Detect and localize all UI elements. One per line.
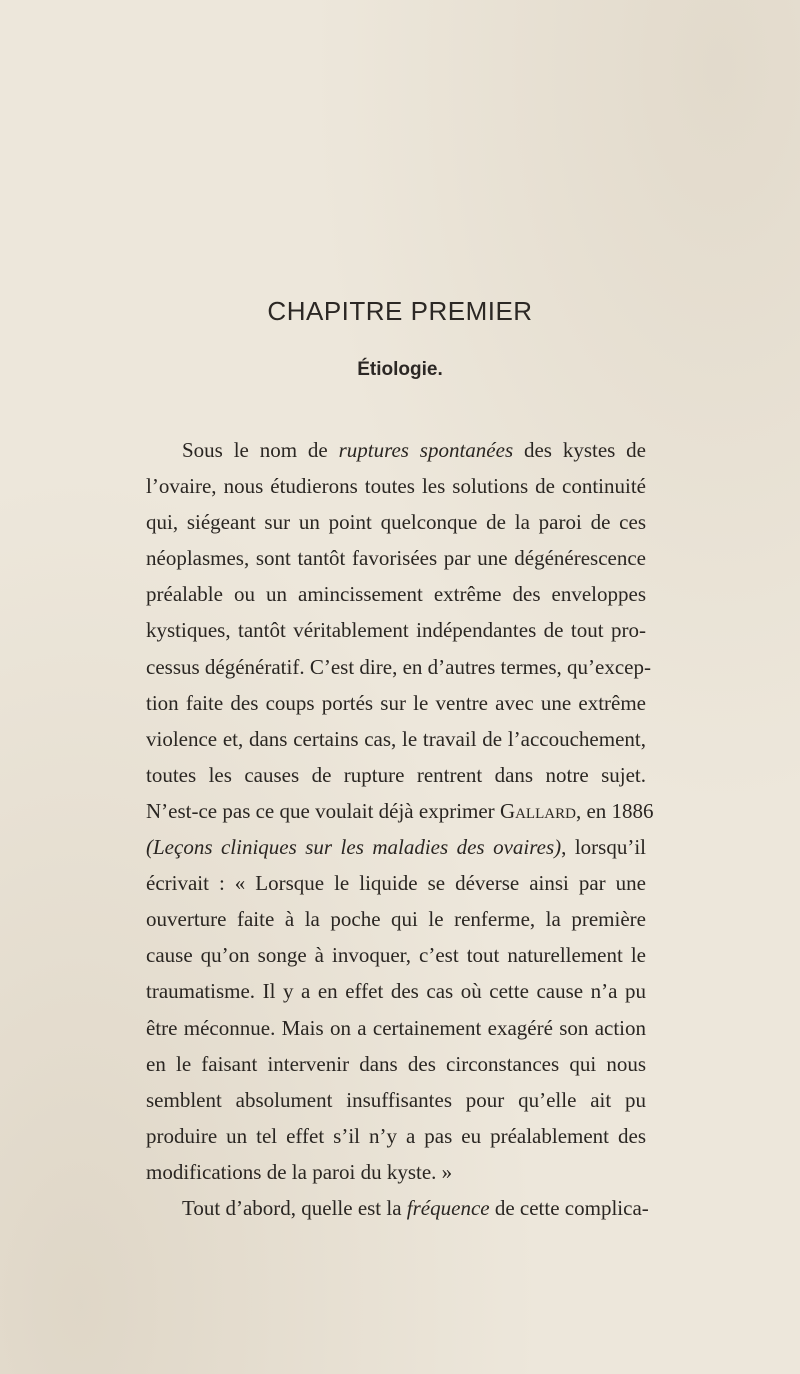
text-line: [146, 540, 646, 576]
italic-text: ruptures spontanées: [338, 438, 514, 462]
text-run: des kystes de: [513, 438, 646, 462]
text-line: [146, 973, 646, 1009]
text-run: qui, siégeant sur un point quelconque de la paroi de ces: [146, 510, 646, 535]
text-run: modifications de la paroi du kyste. »: [146, 1159, 453, 1184]
italic-text: (Leçons cliniques sur les maladies des ovaires): [146, 835, 562, 860]
text-line: [146, 468, 646, 504]
text-line: [146, 937, 646, 973]
text-run: violence et, dans certains cas, le travail de l’accouchement,: [146, 726, 646, 751]
text-run: cessus dégénératif. C’est dire, en d’autres termes, qu’excep-: [146, 654, 651, 679]
text-run: Tout d’abord, quelle est la: [182, 1195, 407, 1220]
text-line: [146, 504, 646, 540]
text-line: [146, 829, 646, 865]
text-run: Sous le nom de: [182, 438, 339, 462]
paragraph: [146, 1190, 649, 1226]
text-line: [146, 865, 646, 901]
text-run: tion faite des coups portés sur le ventre avec une extrême: [146, 690, 646, 715]
text-line: [146, 901, 646, 937]
text-run: semblent absolument insuffisantes pour qu’elle ait pu: [146, 1087, 646, 1112]
text-line: [146, 793, 654, 829]
text-line: [146, 1154, 646, 1190]
author-name: Gallard: [499, 798, 576, 823]
text-line: [146, 1010, 646, 1046]
body-text: [146, 432, 654, 1226]
text-run: de cette complica-: [489, 1195, 649, 1220]
text-run: kystiques, tantôt véritablement indépendantes de tout pro-: [146, 618, 646, 643]
text-line: [146, 1082, 646, 1118]
text-run: , lorsqu’il: [561, 835, 646, 860]
text-run: en le faisant intervenir dans des circonstances qui nous: [146, 1051, 646, 1076]
text-run: , en 1886: [575, 798, 654, 823]
text-line: [146, 721, 646, 757]
text-run: produire un tel effet s’il n’y a pas eu préalablement des: [146, 1123, 646, 1148]
chapter-title: CHAPITRE PREMIER: [267, 296, 533, 326]
text-line: [146, 1046, 646, 1082]
text-run: être méconnue. Mais on a certainement exagéré son action: [146, 1015, 646, 1040]
text-line: [146, 612, 646, 648]
section-title: Étiologie.: [357, 359, 443, 380]
text-run: N’est-ce pas ce que voulait déjà exprimer: [146, 798, 500, 823]
paragraph: [146, 432, 654, 1190]
text-line: [146, 757, 646, 793]
text-run: l’ovaire, nous étudierons toutes les solutions de continuité: [146, 474, 646, 499]
text-run: néoplasmes, sont tantôt favorisées par une dégénérescence: [146, 546, 646, 571]
italic-text: fréquence: [406, 1195, 490, 1220]
text-line: [146, 576, 646, 612]
text-line: [146, 1118, 646, 1154]
text-line: [146, 685, 646, 721]
text-line: [146, 432, 646, 468]
text-run: ouverture faite à la poche qui le renferme, la première: [146, 907, 646, 932]
text-run: traumatisme. Il y a en effet des cas où cette cause n’a pu: [146, 979, 646, 1004]
text-run: cause qu’on songe à invoquer, c’est tout naturellement le: [146, 943, 646, 968]
text-run: toutes les causes de rupture rentrent dans notre sujet.: [146, 762, 646, 787]
text-run: préalable ou un amincissement extrême des enveloppes: [146, 582, 646, 607]
text-line: [146, 649, 651, 685]
text-line: [146, 1190, 649, 1226]
text-run: écrivait : « Lorsque le liquide se déverse ainsi par une: [146, 871, 646, 896]
